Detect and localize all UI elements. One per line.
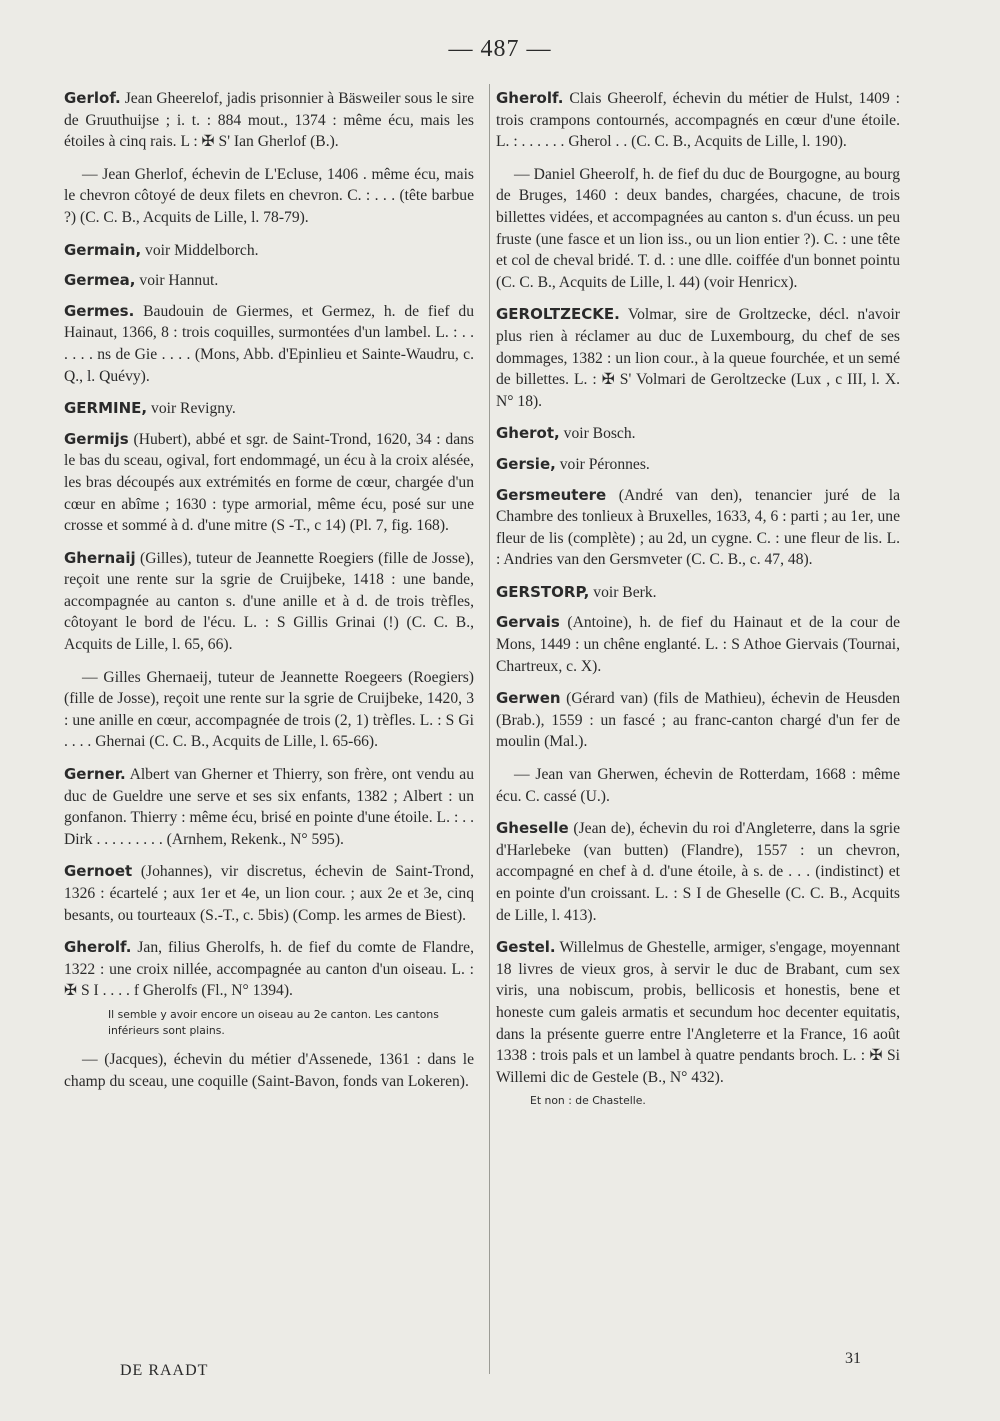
entry [496, 688, 900, 753]
entry [496, 485, 900, 571]
entry [64, 240, 474, 262]
entry-text: (Johannes), vir discretus, échevin de Saint-Trond, 1326 : écartelé ; aux 1er et 4e, un lion cour. ; aux 2e et 3e, cinq besants, ou tourteaux (S.-T., c. 5bis) (Comp. les armes de Biest). [64, 863, 474, 924]
headword: Germain, [64, 240, 142, 259]
entry [496, 164, 900, 294]
entry [496, 582, 900, 604]
entry-text: voir Bosch. [559, 425, 636, 443]
entry [496, 764, 900, 807]
author-signature: DE RAADT [120, 1362, 209, 1379]
entry-text: (Gilles), tuteur de Jeannette Roegiers (fille de Josse), reçoit une rente sur la sgrie de Cruijbeke, 1418 : une bande, accompagnée au canton s. d'une anille et à d. de trois trèfles, côtoyant le bord de l'écu. L. : S Gillis Grinai (!) (C. C. B., Acquits de Lille, l. 65, 66). [64, 549, 474, 654]
entry-text: Baudouin de Giermes, et Germez, h. de fief du Hainaut, 1366, 8 : trois coquilles, surmontées d'un lambel. L. : . . . . . . ns de Gie . . . . (Mons, Abb. d'Epinlieu et Sainte-Waudru, c. Q., l. Quévy). [64, 302, 474, 385]
entry [64, 1049, 474, 1092]
footnote: Et non : de Chastelle. [530, 1094, 646, 1108]
left-column [64, 88, 474, 1103]
headword: Gherot, [496, 424, 560, 443]
entry [496, 937, 900, 1088]
entry-text: — (Jacques), échevin du métier d'Assenede, 1361 : dans le champ du sceau, une coquille (Saint-Bavon, fonds van Lokeren). [64, 1050, 474, 1090]
entry-text: — Jean Gherlof, échevin de L'Ecluse, 1406 . même écu, mais le chevron côtoyé de deux filets en chevron. C. : . . . (tête barbue ?) (C. C. B., Acquits de Lille, l. 78-79). [64, 165, 474, 226]
headword: GERSTORP, [496, 582, 590, 601]
entry [64, 937, 474, 1002]
entry [496, 454, 900, 476]
headword: Gerner. [64, 765, 126, 784]
entry-text: voir Hannut. [135, 272, 219, 290]
entry-text: (Hubert), abbé et sgr. de Saint-Trond, 1620, 34 : dans le bas du sceau, ogival, fort endommagé, un écu à la croix alésée, les bras découpés aux extrémités en forme de cœur, chargée d'un cœur en abîme ; 1630 : type armorial, même écu, posé sur une crosse et sommé à d. d'une mitre (S -T., c 14) (Pl. 7, fig. 168). [64, 430, 474, 535]
sheet-number: 31 [845, 1350, 861, 1367]
headword: Germes. [64, 301, 135, 320]
column-divider [489, 84, 490, 1374]
headword: Gersie, [496, 454, 556, 473]
right-column [496, 88, 900, 1119]
entry-text: voir Péronnes. [555, 455, 650, 473]
entry-text: — Jean van Gherwen, échevin de Rotterdam, 1668 : même écu. C. cassé (U.). [496, 766, 900, 805]
headword: Gernoet [64, 862, 133, 881]
headword: Ghernaij [64, 548, 136, 567]
headword: Gherolf. [496, 89, 564, 107]
entry-text: voir Middelborch. [141, 241, 259, 259]
entry-text: (Jean de), échevin du roi d'Angleterre, dans la sgrie d'Harlebeke (van butten) (Flandre), 1557 : un chevron, accompagné en chef à d. d'une étoile, à s. de . . . (indistinct) et en pointe d'un croissant. L. : S I de Gheselle (C. C. B., Acquits de Lille, l. 413). [496, 820, 900, 924]
entry [64, 270, 474, 292]
headword: GEROLTZECKE. [496, 305, 620, 324]
entry [64, 429, 474, 537]
entry-text: voir Revigny. [147, 400, 236, 418]
entry [64, 164, 474, 229]
entry-text: (André van den), tenancier juré de la Chambre des tonlieux à Bruxelles, 1633, 4, 6 : parti ; au 1er, une fleur de lis (complète) ; au 2d, un cygne. C. : une fleur de lis. L. : Andries van den Gersmveter (C. C. B., c. 47, 48). [496, 486, 900, 569]
entry-text: Volmar, sire de Groltzecke, décl. n'avoir plus rien à réclamer au duc de Luxembourg, du chef de ses dommages, 1382 : un lion cour., à la queue fourchée, et un semé de billettes. L. : ✠ S' Volmari de Geroltzecke (Lux , c III, l. X. N° 18). [496, 306, 900, 410]
headword: Germea, [64, 271, 136, 290]
headword: GERMINE, [64, 399, 148, 418]
entry [64, 301, 474, 387]
headword: Germijs [64, 429, 129, 448]
entry [64, 667, 474, 753]
entry-text: — Gilles Ghernaeij, tuteur de Jeannette Roegeers (Roegiers) (fille de Josse), reçoit une rente sur la sgrie de Cruijbeke, 1420, 3 : une anille en cœur, accompagnée de trois (2, 1) trèfles. L. : S Gi . . . . Ghernai (C. C. B., Acquits de Lille, l. 65-66). [64, 668, 474, 751]
entry [496, 423, 900, 445]
entry-text: voir Berk. [589, 583, 657, 601]
entry [64, 861, 474, 926]
entry [496, 818, 900, 926]
entry [64, 398, 474, 420]
entry-text: Albert van Gherner et Thierry, son frère, ont vendu au duc de Gueldre une serve et ses six enfants, 1382 ; Albert : un gonfanon. Thierry : même écu, brisé en pointe d'une étoile. L. : . . Dirk . . . . . . . . . (Arnhem, Rekenk., N° 595). [64, 766, 474, 848]
entry-text: (Gérard van) (fils de Mathieu), échevin de Heusden (Brab.), 1559 : un fascé ; au franc-canton chargé d'un fer de moulin (Mal.). [496, 690, 900, 751]
entry [64, 548, 474, 656]
headword: Gestel. [496, 938, 556, 957]
entry-text: — Daniel Gheerolf, h. de fief du duc de Bourgogne, au bourg de Bruges, 1460 : deux bandes, chargées, chacune, de trois billettes vidées, et accompagnées au canton s. d'un écuss. un peu fruste (une fasce et un lion iss., ou un lion entier ?). C. : une tête et col de cheval bridé. T. d. : une dlle. coiffée d'un bonnet pointu (C. C. B., Acquits de Lille, l. 44) (voir Henricx). [496, 165, 900, 291]
entry [64, 88, 474, 153]
entry-text: Willelmus de Ghestelle, armiger, s'engage, moyennant 18 livres de vieux gros, à servir le duc de Brabant, cum sex viris, una nobiscum, probis, bellicosis et honestis, bene et honeste cum galeis armatis et secundum hoc decenter equitatis, dans la présente guerre entre l'Angleterre et la France, 16 août 1338 : trois pals et un lambel à quatre pendants broch. L. : ✠ Si Willemi dic de Gestele (B., N° 432). [496, 939, 900, 1086]
entry [496, 88, 900, 153]
headword: Gheselle [496, 819, 569, 838]
headword: Gerwen [496, 689, 561, 708]
entry-text: (Antoine), h. de fief du Hainaut et de la cour de Mons, 1449 : un chêne englanté. L. : S Athoe Giervais (Tournai, Chartreux, c. X). [496, 614, 900, 675]
headword: Gersmeutere [496, 485, 607, 504]
entry-text: Jan, filius Gherolfs, h. de fief du comte de Flandre, 1322 : une croix nillée, accompagnée au canton d'un oiseau. L. : ✠ S I . . . . f Gherolfs (Fl., N° 1394). [64, 939, 474, 1000]
headword: Gerlof. [64, 89, 121, 107]
entry-text: Jean Gheerelof, jadis prisonnier à Bäsweiler sous le sire de Gruuthuijse ; i. t. : 884 mout., 1374 : même écu, mais les étoiles à cinq rais. L : ✠ S' Ian Gherlof (B.). [64, 90, 474, 151]
entry [64, 764, 474, 850]
entry-text: Clais Gheerolf, échevin du métier de Hulst, 1409 : trois crampons contournés, accompagnés en cœur d'une étoile. L. : . . . . . . Gherol . . (C. C. B., Acquits de Lille, l. 190). [496, 90, 900, 151]
headword: Gherolf. [64, 938, 132, 957]
entry [496, 612, 900, 677]
entry [496, 304, 900, 412]
footnote: Il semble y avoir encore un oiseau au 2e canton. Les cantons inférieurs sont plains. [108, 1007, 439, 1037]
headword: Gervais [496, 613, 560, 632]
page-number: — 487 — [448, 36, 552, 62]
